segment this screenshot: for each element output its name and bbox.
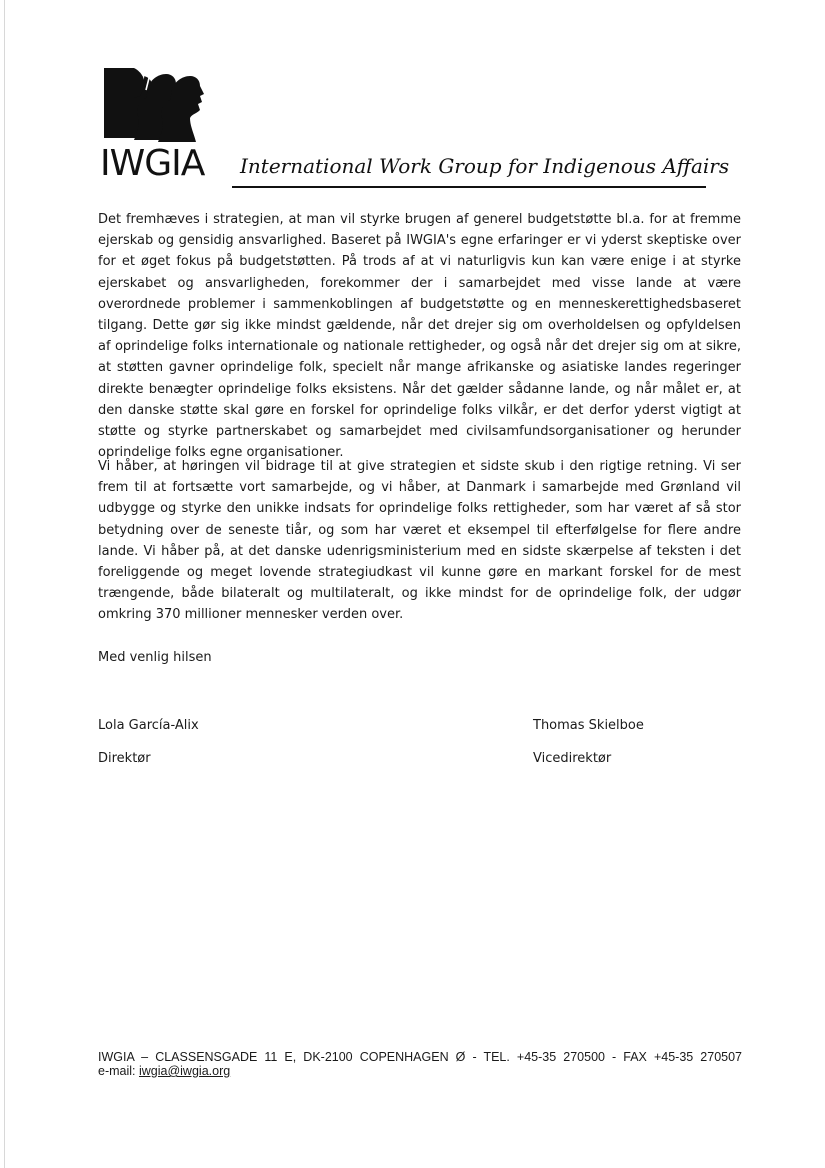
signatory-title-right: Vicedirektør [533,751,612,766]
footer-email-line [98,1064,742,1078]
footer-email-link[interactable]: iwgia@iwgia.org [138,1064,231,1078]
signatory-title-left: Direktør [98,751,151,766]
faces-profile-logo-icon [104,68,204,146]
page-edge [4,0,5,1168]
body-paragraph-1: Det fremhæves i strategien, at man vil styrke brugen af generel budgetstøtte bl.a. for at fremme ejerskab og gensidig ansvarlighed. Baseret på IWGIA's egne erfaringer er vi yderst skeptiske over for et øget fokus på budgetstøtten. På trods af at vi naturligvis kun kan være enige i at styrke ejerskabet og ansvarligheden, forekommer der i samarbejdet med visse lande at være overordnede problemer i sammenkoblingen af budgetstøtte og en menneskerettighedsbaseret tilgang. Dette gør sig ikke mindst gældende, når det drejer sig om overholdelsen og opfyldelsen af oprindelige folks internationale og nationale rettigheder, og også når det drejer sig om at sikre, at støtten gavner oprindelige folk, specielt når mange afrikanske og asiatiske landes regeringer direkte benægter oprindelige folks eksistens. Når det gælder sådanne lande, og når målet er, at den danske støtte skal gøre en forskel for oprindelige folks vilkår, er det derfor yderst vigtigt at støtte og styrke partnerskabet og samarbejdet med civilsamfundsorganisationer og herunder oprindelige folks egne organisationer. [98,212,741,461]
header-divider [232,186,706,188]
closing-salutation: Med venlig hilsen [98,650,212,665]
body-paragraph-2: Vi håber, at høringen vil bidrage til at give strategien et sidste skub i den rigtige retning. Vi ser frem til at fortsætte vort samarbejde, og vi håber, at Danmark i samarbejde med Grønland vil udbygge og styrke den unikke indsats for oprindelige folks rettigheder, som har været af så stor betydning over de seneste tiår, og som har været et eksempel til efterfølgelse for flere andre lande. Vi håber på, at det danske udenrigsministerium med en sidste skærpelse af teksten i det foreliggende og meget lovende strategiudkast vil kunne gøre en markant forskel for de mest trængende, både bilateralt og multilateralt, og ikke mindst for de oprindelige folk, der udgør omkring 370 millioner mennesker verden over. [98,459,741,623]
signatory-name-left: Lola García-Alix [98,718,199,733]
footer-email-label: e-mail: [98,1064,139,1078]
signatory-name-right: Thomas Skielboe [533,718,644,733]
logo-wordmark: IWGIA [100,143,205,184]
iwgia-logo [100,68,210,188]
org-name: International Work Group for Indigenous Affairs [240,154,730,178]
footer-address: IWGIA – CLASSENSGADE 11 E, DK-2100 COPENHAGEN Ø - TEL. +45-35 270500 - FAX +45-35 270507 [98,1050,742,1064]
footer [98,1050,742,1078]
